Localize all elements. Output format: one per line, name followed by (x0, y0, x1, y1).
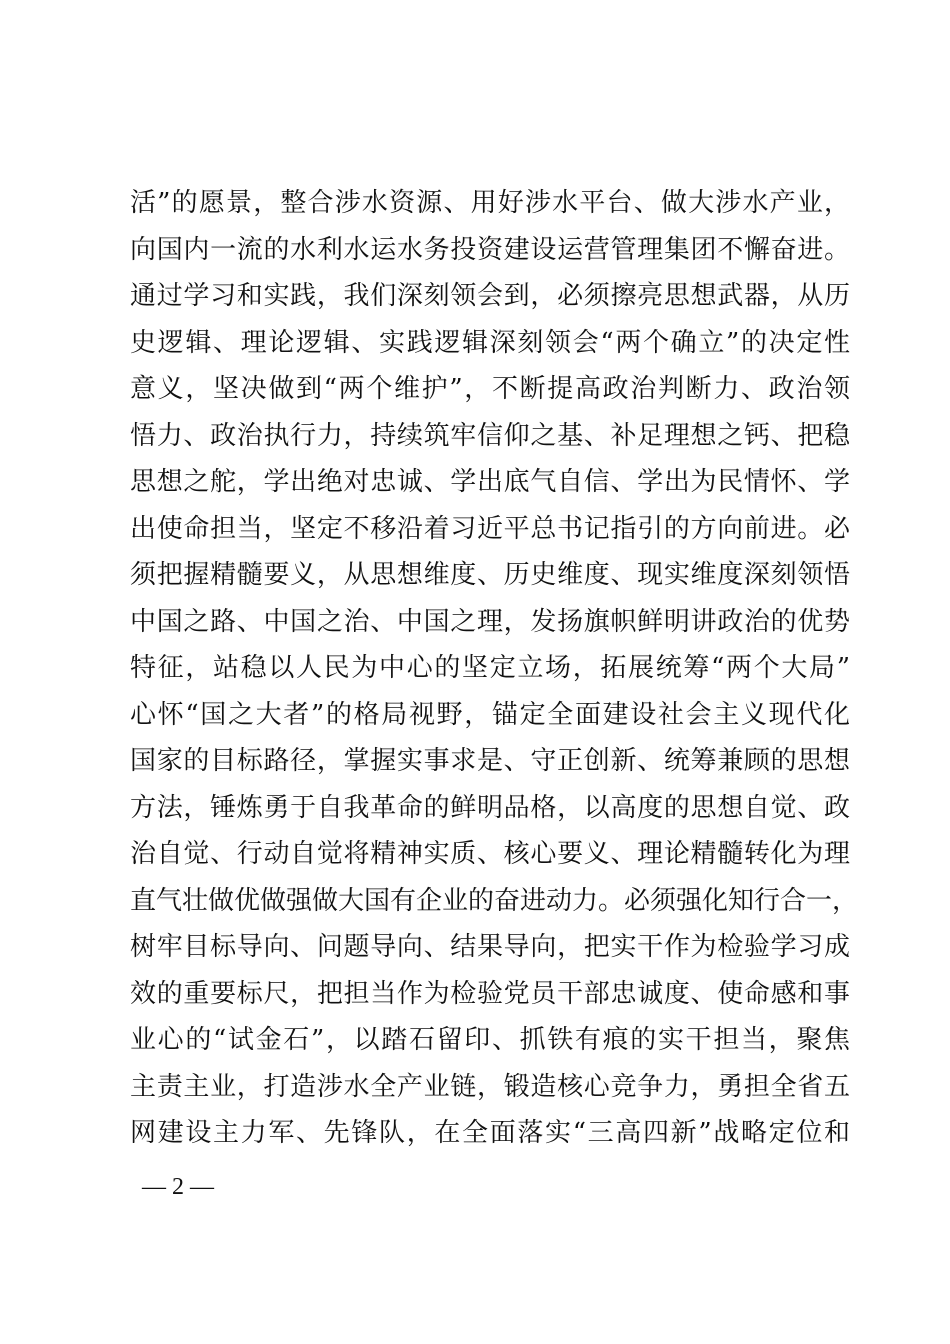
page-number: — 2 — (142, 1174, 214, 1200)
text-line: 通过学习和实践，我们深刻领会到，必须擦亮思想武器，从历 (130, 281, 850, 311)
text-line: 业心的“试金石”，以踏石留印、抓铁有痕的实干担当，聚焦 (130, 1025, 850, 1055)
text-line: 思想之舵，学出绝对忠诚、学出底气自信、学出为民情怀、学 (130, 467, 850, 497)
text-line: 树牢目标导向、问题导向、结果导向，把实干作为检验学习成 (130, 932, 850, 962)
text-line: 治自觉、行动自觉将精神实质、核心要义、理论精髓转化为理 (130, 839, 850, 869)
text-line: 向国内一流的水利水运水务投资建设运营管理集团不懈奋进。 (130, 234, 850, 265)
text-line: 效的重要标尺，把担当作为检验党员干部忠诚度、使命感和事 (130, 978, 850, 1009)
text-line: 悟力、政治执行力，持续筑牢信仰之基、补足理想之钙、把稳 (130, 420, 850, 451)
text-line: 中国之路、中国之治、中国之理，发扬旗帜鲜明讲政治的优势 (130, 606, 850, 637)
text-line: 特征，站稳以人民为中心的坚定立场，拓展统筹“两个大局” (130, 653, 850, 683)
text-line: 主责主业，打造涉水全产业链，锻造核心竞争力，勇担全省五 (130, 1071, 850, 1102)
text-line: 心怀“国之大者”的格局视野，锚定全面建设社会主义现代化 (130, 699, 850, 730)
body-text (130, 180, 859, 1157)
text-line: 活”的愿景，整合涉水资源、用好涉水平台、做大涉水产业， (130, 188, 850, 218)
text-line: 须把握精髓要义，从思想维度、历史维度、现实维度深刻领悟 (130, 560, 850, 590)
text-line: 直气壮做优做强做大国有企业的奋进动力。必须强化知行合一， (130, 885, 859, 916)
text-line: 史逻辑、理论逻辑、实践逻辑深刻领会“两个确立”的决定性 (130, 327, 850, 358)
text-line: 意义，坚决做到“两个维护”，不断提高政治判断力、政治领 (130, 374, 850, 404)
text-line: 国家的目标路径，掌握实事求是、守正创新、统筹兼顾的思想 (130, 746, 850, 776)
text-line: 网建设主力军、先锋队，在全面落实“三高四新”战略定位和 (130, 1118, 850, 1148)
text-line: 出使命担当，坚定不移沿着习近平总书记指引的方向前进。必 (130, 513, 850, 544)
text-line: 方法，锤炼勇于自我革命的鲜明品格，以高度的思想自觉、政 (130, 792, 850, 823)
